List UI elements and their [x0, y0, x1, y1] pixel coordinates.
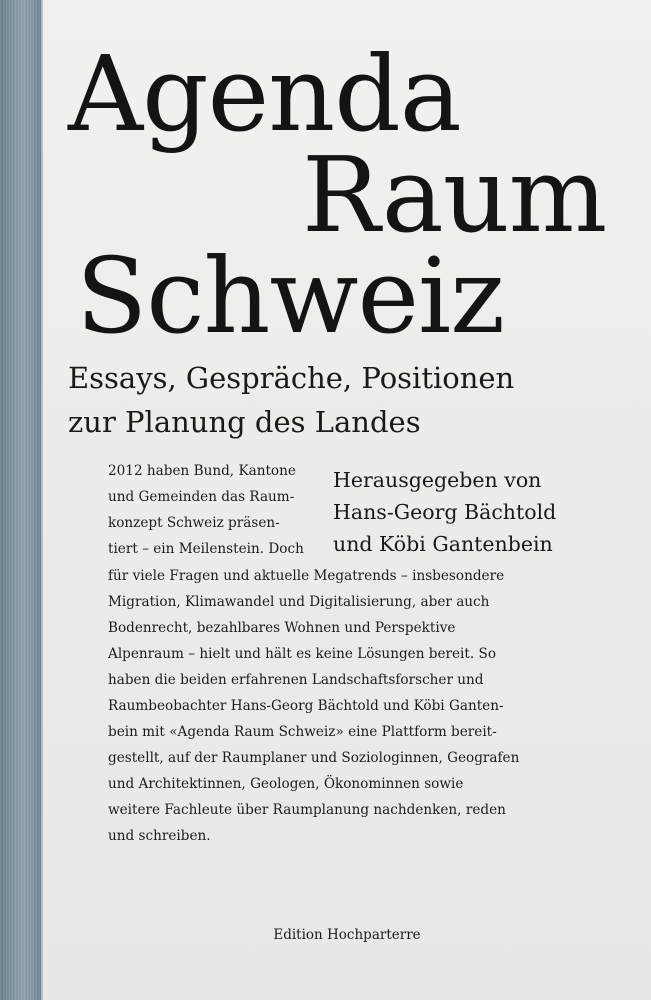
blurb-line: und Architektinnen, Geologen, Ökonominnen sowie: [108, 776, 464, 792]
blurb-line: tiert – ein Meilenstein. Doch: [108, 541, 304, 557]
blurb-line: Bodenrecht, bezahlbares Wohnen und Perspektive: [108, 620, 456, 636]
subtitle-line-1: Essays, Gespräche, Positionen: [68, 361, 515, 395]
blurb-line: konzept Schweiz präsen-: [108, 515, 280, 531]
blurb-line: und Gemeinden das Raum-: [108, 489, 295, 505]
blurb-line: bein mit «Agenda Raum Schweiz» eine Plattform bereit-: [108, 724, 497, 740]
blurb-line: Raumbeobachter Hans-Georg Bächtold und Köbi Ganten-: [108, 698, 504, 714]
title-line-2: Raum: [302, 134, 607, 256]
title-line-1: Agenda: [68, 33, 461, 155]
blurb-line: Migration, Klimawandel und Digitalisierung, aber auch: [108, 594, 490, 610]
editors-line-2: Hans-Georg Bächtold: [333, 500, 557, 524]
blurb-line: für viele Fragen und aktuelle Megatrends – insbesondere: [108, 568, 505, 584]
title-line-3: Schweiz: [76, 235, 505, 357]
blurb-line: weitere Fachleute über Raumplanung nachdenken, reden: [108, 802, 506, 818]
blurb-line: gestellt, auf der Raumplaner und Soziologinnen, Geografen: [108, 750, 520, 766]
editors-line-3: und Köbi Gantenbein: [333, 532, 553, 556]
publisher-name: Edition Hochparterre: [273, 927, 421, 943]
blurb-line: 2012 haben Bund, Kantone: [108, 463, 296, 479]
book-spine: [0, 0, 41, 1000]
subtitle-line-2: zur Planung des Landes: [68, 405, 421, 439]
editors-line-1: Herausgegeben von: [333, 468, 542, 492]
blurb-line: haben die beiden erfahrenen Landschaftsforscher und: [108, 672, 484, 688]
blurb-line: und schreiben.: [108, 828, 211, 844]
blurb-line: Alpenraum – hielt und hält es keine Lösungen bereit. So: [108, 646, 497, 662]
